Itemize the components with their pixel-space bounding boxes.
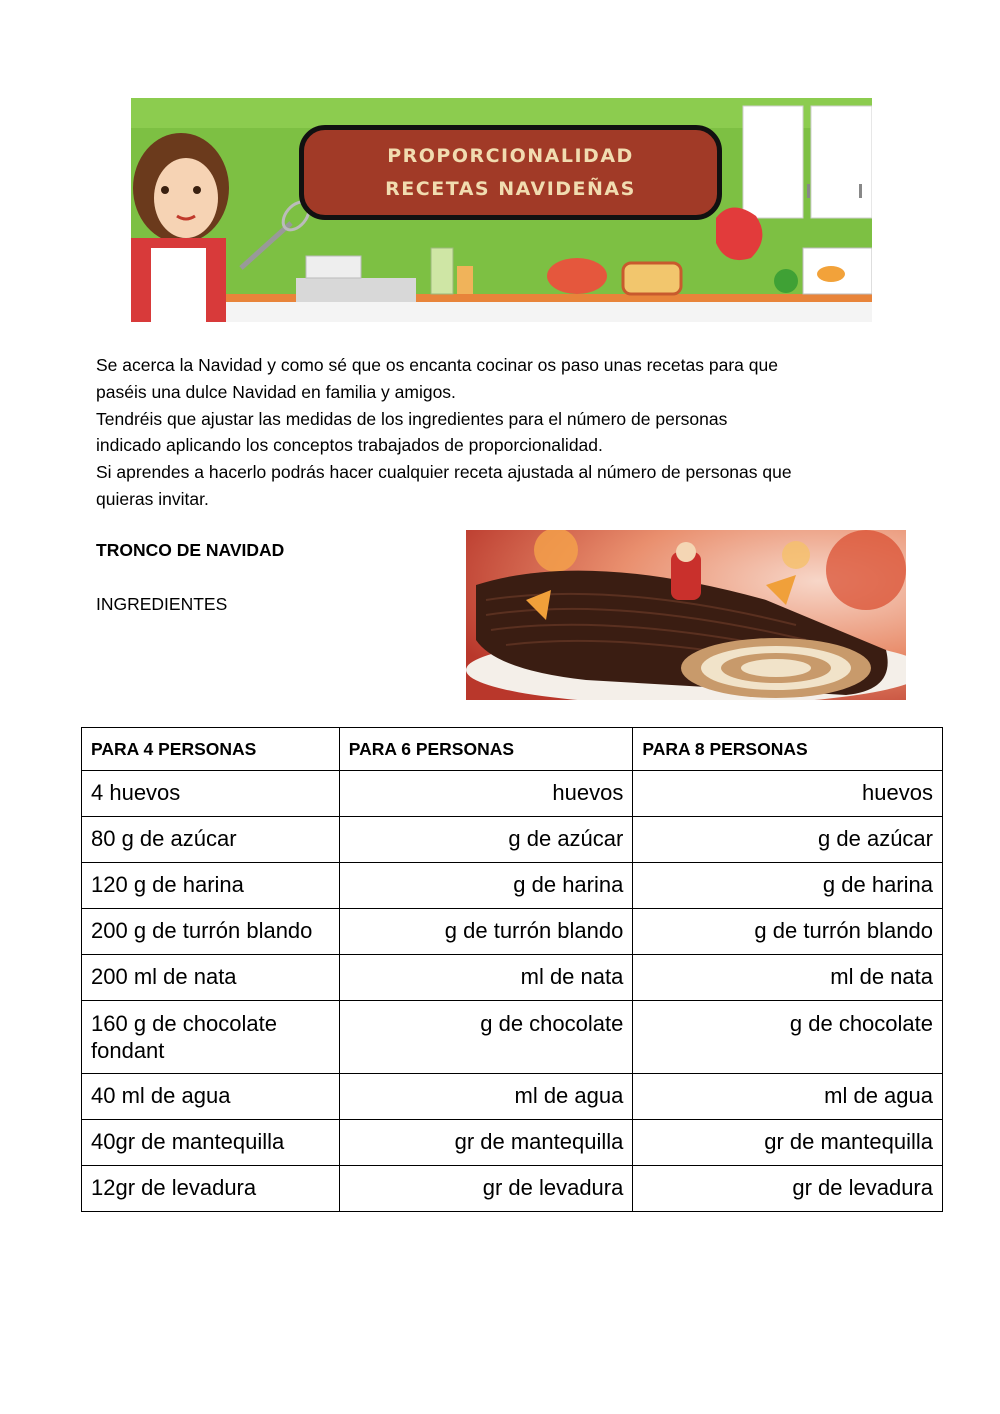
table-row <box>82 1166 943 1212</box>
cell-8-answer[interactable]: g de turrón blando <box>633 909 943 955</box>
cell-6-answer[interactable]: g de azúcar <box>339 817 633 863</box>
banner-title-line2: RECETAS NAVIDEÑAS <box>385 177 636 200</box>
recipe-title: TRONCO DE NAVIDAD <box>96 540 285 560</box>
intro-line: indicado aplicando los conceptos trabajados de proporcionalidad. <box>96 435 603 456</box>
table-header-row <box>82 728 943 771</box>
ingredients-label: INGREDIENTES <box>96 594 228 614</box>
table-row <box>82 1074 943 1120</box>
header-8-persons: PARA 8 PERSONAS <box>633 728 943 771</box>
cell-8-answer[interactable]: gr de levadura <box>633 1166 943 1212</box>
cell-4: 40gr de mantequilla <box>82 1120 340 1166</box>
cell-6-answer[interactable]: ml de agua <box>339 1074 633 1120</box>
cell-4: 40 ml de agua <box>82 1074 340 1120</box>
cell-8-answer[interactable]: g de harina <box>633 863 943 909</box>
intro-line: Si aprendes a hacerlo podrás hacer cualquier receta ajustada al número de personas que <box>96 462 792 483</box>
cell-8-answer[interactable]: huevos <box>633 771 943 817</box>
cell-4: 4 huevos <box>82 771 340 817</box>
table-row <box>82 1001 943 1074</box>
header-6-persons: PARA 6 PERSONAS <box>339 728 633 771</box>
cell-4: 200 g de turrón blando <box>82 909 340 955</box>
table-row <box>82 817 943 863</box>
cell-6-answer[interactable]: ml de nata <box>339 955 633 1001</box>
intro-text <box>96 352 916 513</box>
table-row <box>82 1120 943 1166</box>
cell-6-answer[interactable]: g de harina <box>339 863 633 909</box>
cell-8-answer[interactable]: ml de agua <box>633 1074 943 1120</box>
intro-line: quieras invitar. <box>96 488 209 509</box>
cell-8-answer[interactable]: gr de mantequilla <box>633 1120 943 1166</box>
cell-4: 160 g de chocolate fondant <box>82 1001 340 1074</box>
cell-6-answer[interactable]: g de turrón blando <box>339 909 633 955</box>
table-row <box>82 771 943 817</box>
header-banner <box>131 98 872 322</box>
table-row <box>82 909 943 955</box>
cell-8-answer[interactable]: ml de nata <box>633 955 943 1001</box>
cell-4: 200 ml de nata <box>82 955 340 1001</box>
cell-6-answer[interactable]: g de chocolate <box>339 1001 633 1074</box>
intro-line: Tendréis que ajustar las medidas de los ingredientes para el número de personas <box>96 408 728 429</box>
banner-title-box <box>299 125 722 220</box>
banner-title-line1: PROPORCIONALIDAD <box>387 145 634 168</box>
cell-4: 120 g de harina <box>82 863 340 909</box>
cell-6-answer[interactable]: gr de levadura <box>339 1166 633 1212</box>
cell-8-answer[interactable]: g de azúcar <box>633 817 943 863</box>
table-row <box>82 955 943 1001</box>
cell-6-answer[interactable]: huevos <box>339 771 633 817</box>
cell-4: 12gr de levadura <box>82 1166 340 1212</box>
cell-4: 80 g de azúcar <box>82 817 340 863</box>
yule-log-photo <box>466 530 906 700</box>
intro-line: Se acerca la Navidad y como sé que os encanta cocinar os paso unas recetas para que <box>96 355 778 375</box>
cell-8-answer[interactable]: g de chocolate <box>633 1001 943 1074</box>
intro-line: paséis una dulce Navidad en familia y amigos. <box>96 381 456 402</box>
header-4-persons: PARA 4 PERSONAS <box>82 728 340 771</box>
table-row <box>82 863 943 909</box>
ingredients-table <box>81 727 943 1212</box>
cell-6-answer[interactable]: gr de mantequilla <box>339 1120 633 1166</box>
